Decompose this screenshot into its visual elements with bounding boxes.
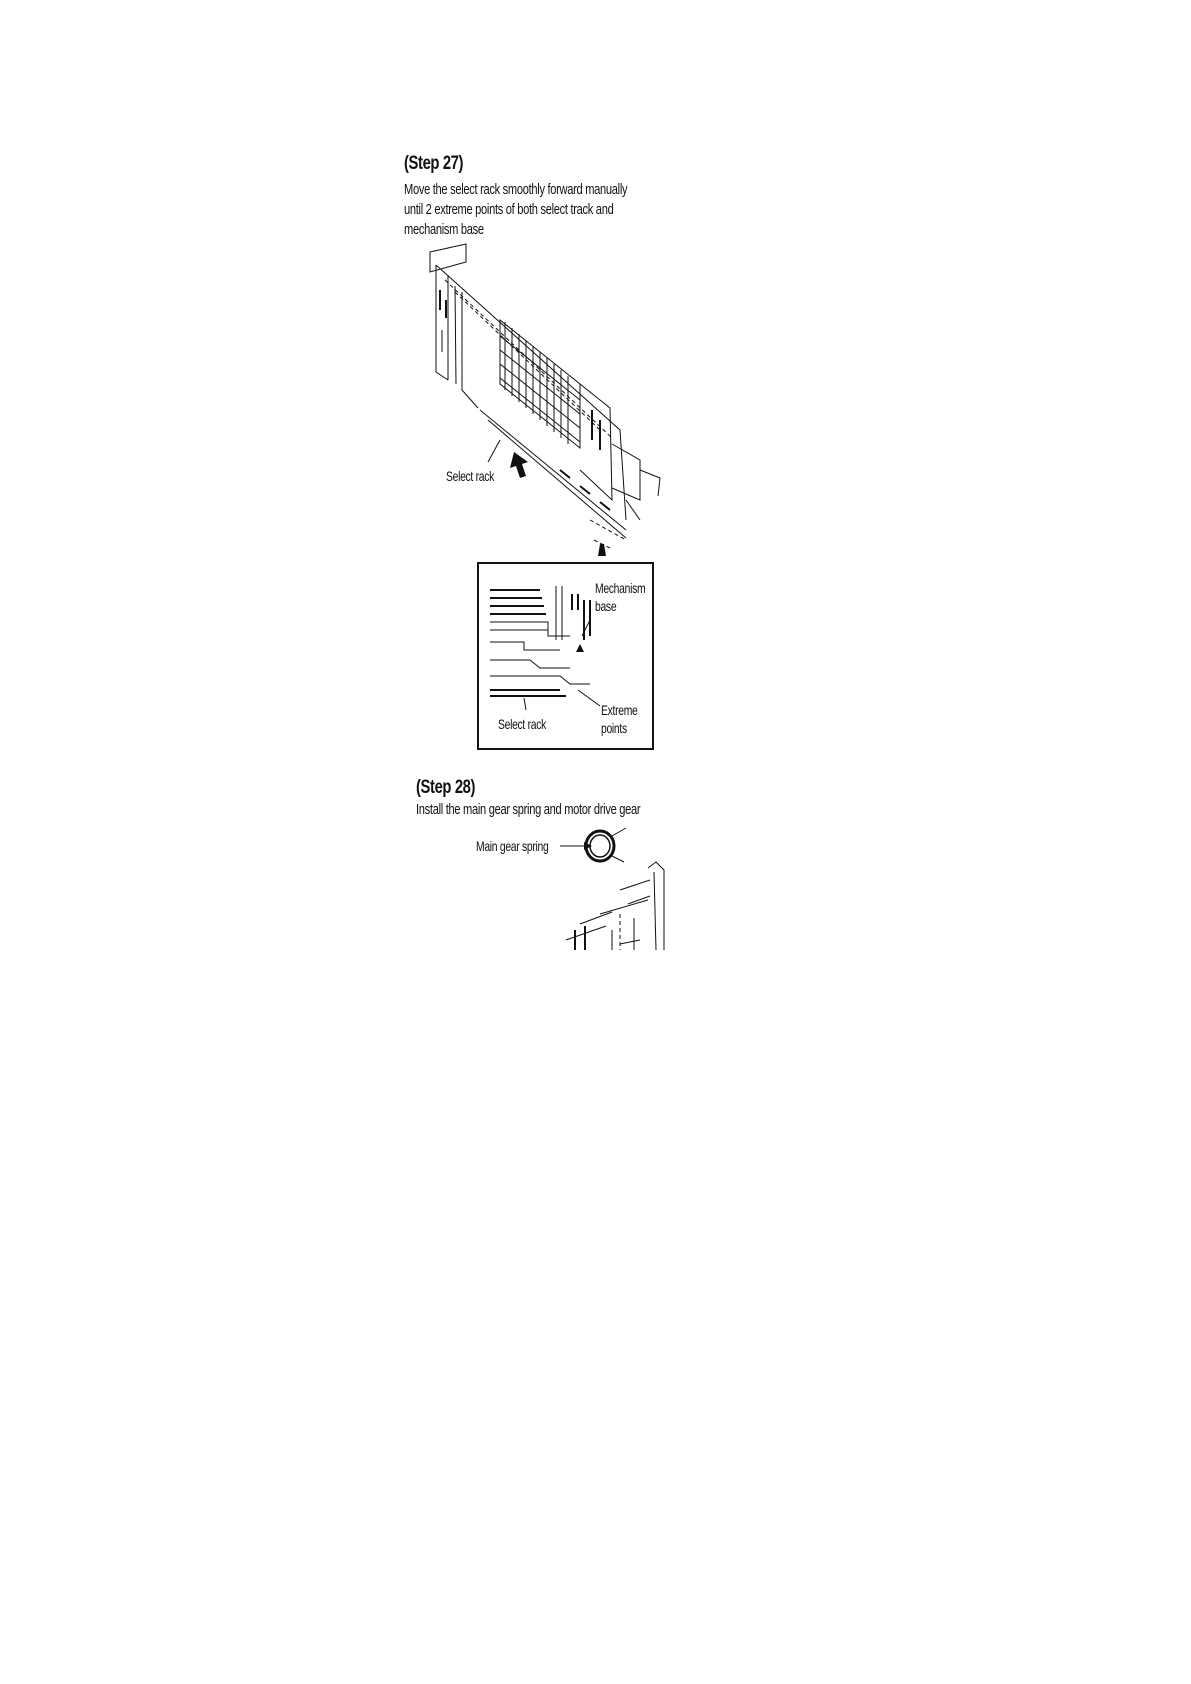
extreme-points-label-line-2: points [601, 720, 627, 736]
select-rack-detail-label: Select rack [498, 716, 546, 732]
extreme-points-label-line-1: Extreme [601, 702, 638, 718]
main-gear-spring-label: Main gear spring [476, 838, 549, 854]
select-rack-label: Select rack [446, 468, 494, 484]
step-27-text-line-2: until 2 extreme points of both select track and [404, 201, 614, 218]
step-27-title: (Step 27) [404, 153, 464, 174]
mechanism-base-label-line-2: base [595, 598, 617, 614]
step-27-text-line-1: Move the select rack smoothly forward manually [404, 181, 628, 198]
mechanism-base-label-line-1: Mechanism [595, 580, 646, 596]
step-28-title: (Step 28) [416, 777, 476, 798]
step-28-text-line-1: Install the main gear spring and motor drive gear [416, 801, 641, 818]
step-27-text-line-3: mechanism base [404, 221, 484, 238]
